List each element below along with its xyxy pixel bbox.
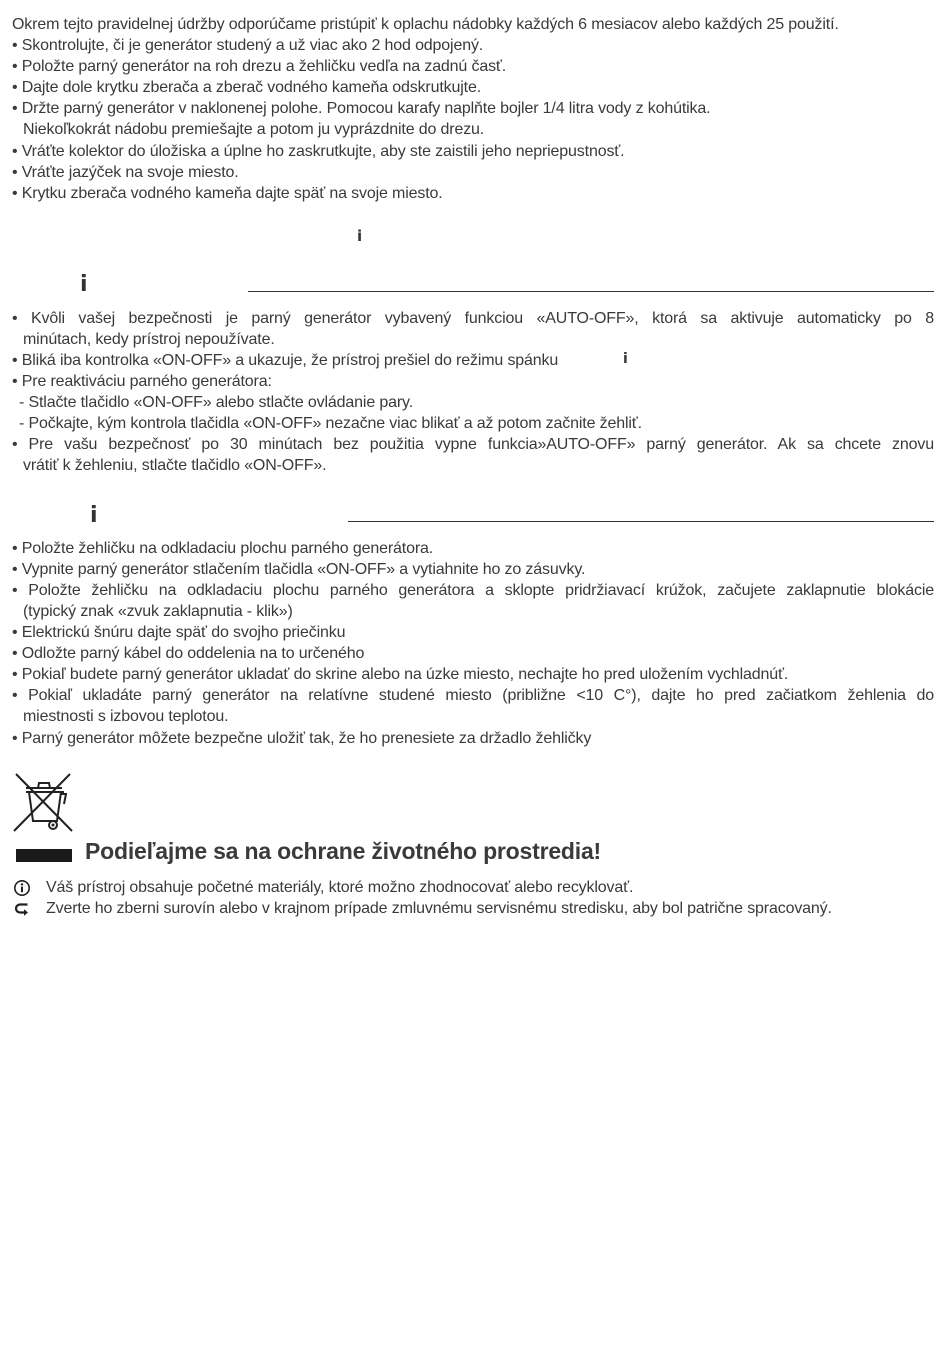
storage-item: • Odložte parný kábel do oddelenia na to určeného <box>12 645 365 662</box>
info-marker: i <box>357 227 363 245</box>
storage-item-text: • Pokiaľ ukladáte parný generátor na relatívne studené miesto (približne <10 C°), dajte ho pred začiatkom žehlenia do <box>12 687 934 704</box>
maintenance-step: • Vráťte jazýček na svoje miesto. <box>12 164 239 181</box>
environment-heading: Podieľajme sa na ochrane životného prostredia! <box>85 838 602 864</box>
auto-off-bullet: • Pre reaktiváciu parného generátora: <box>12 373 272 390</box>
maintenance-step: • Dajte dole krytku zberača a zberač vodného kameňa odskrutkujte. <box>12 79 482 96</box>
storage-item: • Vypnite parný generátor stlačením tlačidla «ON-OFF» a vytiahnite ho zo zásuvky. <box>12 561 586 578</box>
storage-item-continuation: miestnosti s izbovou teplotou. <box>23 708 229 725</box>
storage-item: • Elektrickú šnúru dajte späť do svojho priečinku <box>12 624 346 641</box>
section-divider <box>248 291 934 292</box>
maintenance-intro: Okrem tejto pravidelnej údržby odporúčame pristúpiť k oplachu nádobky každých 6 mesiacov alebo každých 25 použití. <box>12 16 839 33</box>
storage-item <box>12 580 934 601</box>
section-info-marker: i <box>80 272 88 297</box>
info-circle-icon <box>13 879 31 897</box>
section-divider <box>348 521 934 522</box>
auto-off-bullet-text: • Pre vašu bezpečnosť po 30 minútach bez použitia vypne funkcia»AUTO-OFF» parný generátor. Ak sa chcete znovu <box>12 436 934 453</box>
auto-off-bullet-text: • Kvôli vašej bezpečnosti je parný generátor vybavený funkciou «AUTO-OFF», ktorá sa aktivuje automaticky po 8 <box>12 310 934 327</box>
storage-item-text: • Položte žehličku na odkladaciu plochu parného generátora a sklopte pridržiavací krúžok, začujete zaklapnutie blokácie <box>12 582 934 599</box>
maintenance-step: • Vráťte kolektor do úložiska a úplne ho zaskrutkujte, aby ste zaistili jeho nepriepustnosť. <box>12 143 625 160</box>
maintenance-step: • Skontrolujte, či je generátor studený a už viac ako 2 hod odpojený. <box>12 37 484 54</box>
auto-off-subitem: - Stlačte tlačidlo «ON-OFF» alebo stlačte ovládanie pary. <box>19 394 414 411</box>
storage-item-continuation: (typický znak «zvuk zaklapnutia - klik») <box>23 603 293 620</box>
maintenance-step: • Položte parný generátor na roh drezu a žehličku vedľa na zadnú časť. <box>12 58 507 75</box>
heading-accent-bar <box>16 849 72 862</box>
auto-off-bullet-continuation: vrátiť k žehleniu, stlačte tlačidlo «ON-OFF». <box>23 457 327 474</box>
crossed-out-wheelie-bin-icon <box>12 771 74 833</box>
storage-item <box>12 685 934 706</box>
auto-off-bullet: • Bliká iba kontrolka «ON-OFF» a ukazuje, že prístroj prešiel do režimu spánku <box>12 352 559 369</box>
auto-off-bullet <box>12 308 934 329</box>
info-marker: i <box>623 351 628 367</box>
environment-info-text: Váš prístroj obsahuje početné materiály, ktoré možno zhodnocovať alebo recyklovať. <box>46 879 634 896</box>
auto-off-bullet <box>12 434 934 455</box>
section-info-marker: i <box>90 503 98 528</box>
maintenance-step-continuation: Niekoľkokrát nádobu premiešajte a potom ju vyprázdnite do drezu. <box>23 121 485 138</box>
storage-item: • Pokiaľ budete parný generátor ukladať do skrine alebo na úzke miesto, nechajte ho pred uložením vychladnúť. <box>12 666 789 683</box>
auto-off-bullet-continuation: minútach, kedy prístroj nepoužívate. <box>23 331 275 348</box>
maintenance-step: • Držte parný generátor v naklonenej polohe. Pomocou karafy naplňte bojler 1/4 litra vody z kohútika. <box>12 100 711 117</box>
maintenance-step: • Krytku zberača vodného kameňa dajte späť na svoje miesto. <box>12 185 443 202</box>
environment-action-text: Zverte ho zberni surovín alebo v krajnom prípade zmluvnému servisnému stredisku, aby bol patrične spracovaný. <box>46 900 832 917</box>
storage-item: • Položte žehličku na odkladaciu plochu parného generátora. <box>12 540 434 557</box>
hooked-arrow-icon <box>13 900 31 918</box>
storage-item: • Parný generátor môžete bezpečne uložiť tak, že ho prenesiete za držadlo žehličky <box>12 730 592 747</box>
auto-off-subitem: - Počkajte, kým kontrola tlačidla «ON-OFF» nezačne viac blikať a až potom začnite žehliť. <box>19 415 642 432</box>
